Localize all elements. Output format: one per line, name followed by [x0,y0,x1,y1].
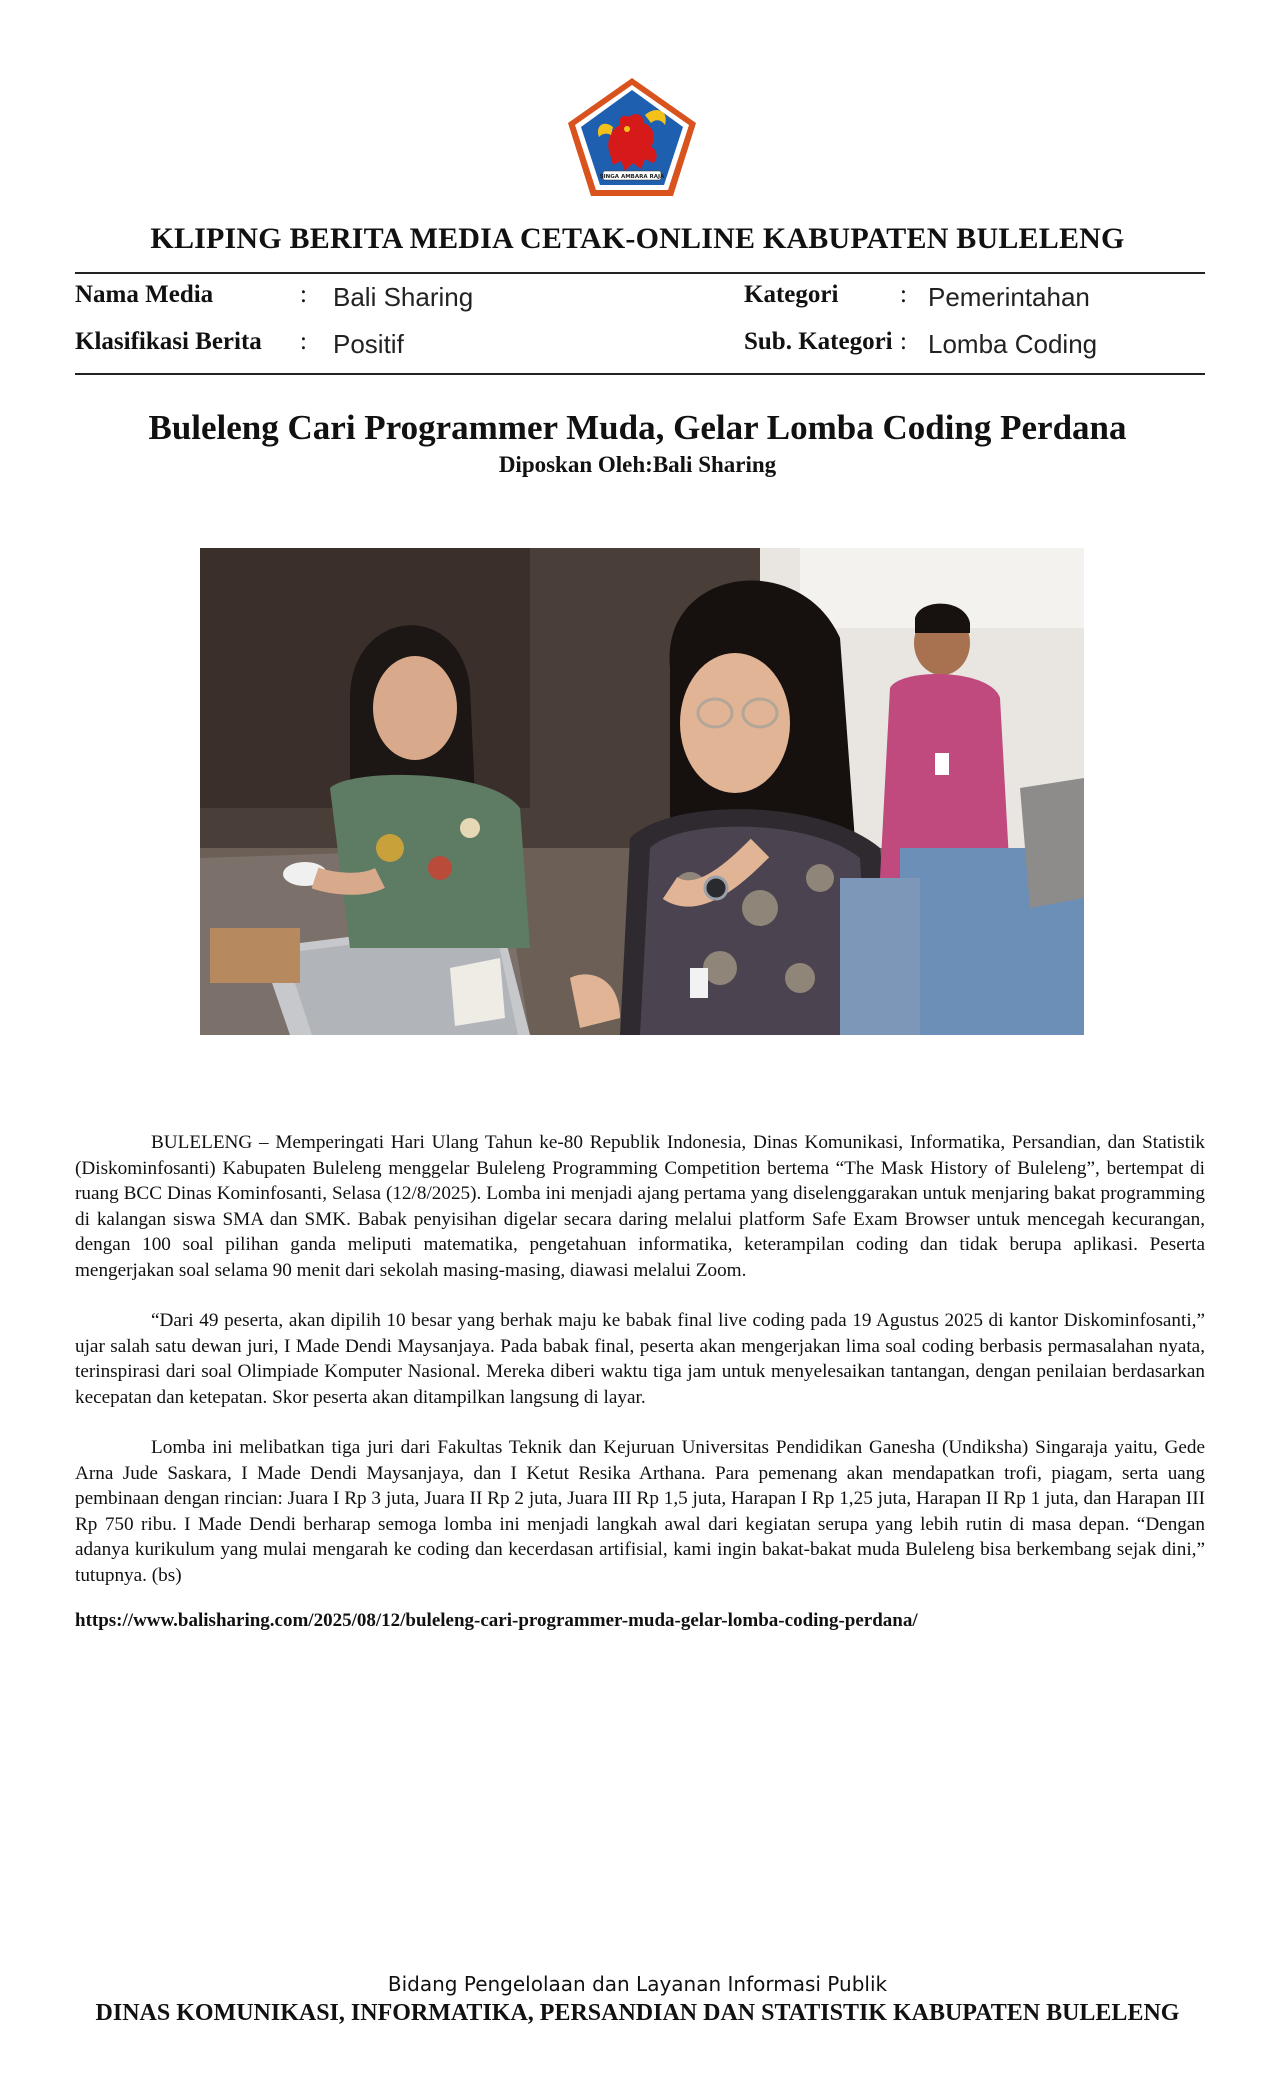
nama-media-value-wrap [333,282,473,314]
source-url-link[interactable]: https://www.balisharing.com/2025/08/12/buleleng-cari-programmer-muda-gelar-lomba-coding-perdana/ [75,1610,918,1631]
nama-media-row [75,280,213,310]
article-paragraph-2: “Dari 49 peserta, akan dipilih 10 besar yang berhak maju ke babak final live coding pada 19 Agustus 2025 di kantor Diskominfosanti,” ujar salah satu dewan juri, I Made Dendi Maysanjaya. Pada babak final, peserta akan mengerjakan lima soal coding berbasis permasalahan nyata, terinspirasi dari soal Olimpiade Komputer Nasional. Mereka diberi waktu tiga jam untuk menyelesaikan tantangan, dengan penilaian berdasarkan kecepatan dan ketepatan. Skor peserta akan ditampilkan langsung di layar. [75,1310,1205,1408]
clipping-header-title: KLIPING BERITA MEDIA CETAK-ONLINE KABUPATEN BULELENG [150,222,1125,255]
kategori-value-wrap [928,282,1090,314]
sub-kategori-label: Sub. Kategori [744,328,893,355]
footer-division: Bidang Pengelolaan dan Layanan Informasi Publik [387,1972,888,1996]
article-paragraph-3: Lomba ini melibatkan tiga juri dari Fakultas Teknik dan Kejuruan Universitas Pendidikan Ganesha (Undiksha) Singaraja yaitu, Gede Arna Jude Saskara, I Made Dendi Maysanjaya, dan I Ketut Resika Arthana. Para pemenang akan mendapatkan trofi, piagam, serta uang pembinaan dengan rincian: Juara I Rp 3 juta, Juara II Rp 2 juta, Juara III Rp 1,5 juta, Harapan I Rp 1,25 juta, Harapan II Rp 1 juta, dan Harapan III Rp 750 ribu. I Made Dendi berharap semoga lomba ini menjadi langkah awal dari kegiatan serupa yang lebih rutin di masa depan. “Dengan adanya kurikulum yang mulai mengarah ke coding dan kecerdasan artifisial, kami ingin bakat-bakat muda Buleleng bisa berkembang sejak dini,” tutupnya. (bs) [75,1437,1205,1586]
sub-kategori-value-wrap [928,329,1097,361]
article-paragraph-1: BULELENG – Memperingati Hari Ulang Tahun ke-80 Republik Indonesia, Dinas Komunikasi, Informatika, Persandian, dan Statistik (Diskominfosanti) Kabupaten Buleleng menggelar Buleleng Programming Competition bertema “The Mask History of Buleleng”, bertempat di ruang BCC Dinas Kominfosanti, Selasa (12/8/2025). Lomba ini menjadi ajang pertama yang diselenggarakan untuk menjaring bakat programming di kalangan siswa SMA dan SMK. Babak penyisihan digelar secara daring melalui platform Safe Exam Browser untuk mencegah kecurangan, dengan 100 soal pilihan ganda meliputi matematika, pengetahuan informatika, keterampilan coding dan tidak berupa aplikasi. Peserta mengerjakan soal selama 90 menit dari sekolah masing-masing, diawasi melalui Zoom. [75,1132,1205,1281]
nama-media-sep: : [300,281,307,308]
kategori-sep: : [900,281,907,308]
kategori-value: Pemerintahan [928,282,1090,312]
klasifikasi-value: Positif [333,329,404,359]
footer-agency: DINAS KOMUNIKASI, INFORMATIKA, PERSANDIAN DAN STATISTIK KABUPATEN BULELENG [95,2000,1180,2026]
header-bottom-rule [75,373,1205,375]
news-photo [200,548,1084,1035]
article-title: Buleleng Cari Programmer Muda, Gelar Lomba Coding Perdana [148,408,1127,447]
nama-media-value: Bali Sharing [333,282,474,312]
buleleng-crest-logo [565,75,699,199]
kategori-label: Kategori [744,281,839,308]
kategori-row [744,280,838,310]
sub-kategori-row [744,327,893,357]
klasifikasi-row [75,327,262,357]
sub-kategori-sep: : [900,328,907,355]
article-body [75,1130,1205,1613]
klasifikasi-label: Klasifikasi Berita [75,328,262,355]
klasifikasi-sep: : [300,328,307,355]
article-byline: Diposkan Oleh:Bali Sharing [498,452,777,477]
sub-kategori-value: Lomba Coding [928,329,1098,359]
header-top-rule [75,272,1205,274]
logo-motto: SINGA AMBARA RAJA [599,174,665,180]
klasifikasi-value-wrap [333,329,404,361]
nama-media-label: Nama Media [75,281,214,308]
